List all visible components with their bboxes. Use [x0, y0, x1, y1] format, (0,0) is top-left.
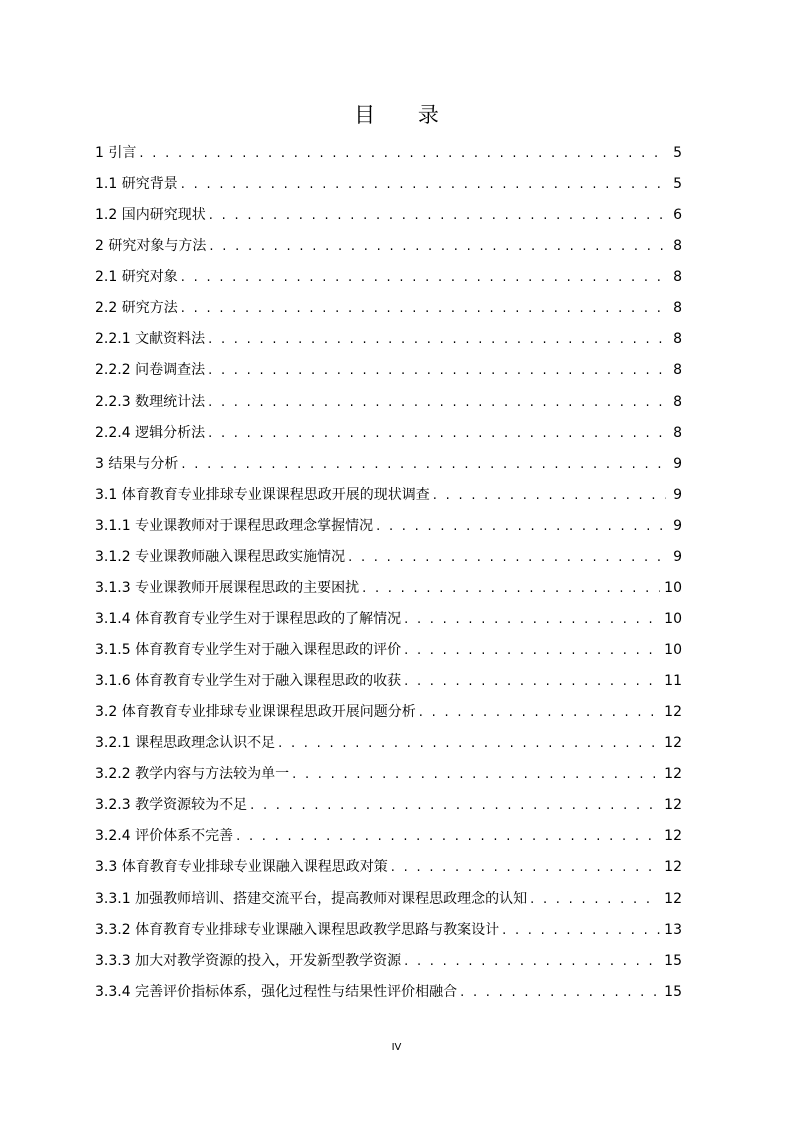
toc-entry[interactable] — [95, 356, 682, 387]
toc-dot-leader — [278, 730, 660, 758]
toc-entry-label: 3.2.2 教学内容与方法较为单一 — [95, 766, 290, 783]
toc-entry-label: 2.1 研究对象 — [95, 269, 178, 286]
toc-entry[interactable] — [95, 916, 682, 947]
toc-entry[interactable] — [95, 574, 682, 605]
toc-entry[interactable] — [95, 450, 682, 481]
toc-entry-label: 3.3.4 完善评价指标体系，强化过程性与结果性评价相融合 — [95, 983, 458, 1000]
toc-dot-leader — [376, 513, 666, 541]
toc-dot-leader — [419, 699, 660, 727]
toc-dot-leader — [404, 668, 660, 696]
toc-entry-label: 1 引言 — [95, 145, 137, 161]
toc-entry-label: 3.3 体育教育专业排球专业课融入课程思政对策 — [95, 859, 388, 876]
toc-entry-page: 15 — [664, 983, 682, 1000]
toc-dot-leader — [433, 482, 666, 510]
toc-entry-page: 12 — [664, 859, 682, 876]
toc-entry[interactable] — [95, 232, 682, 263]
toc-dot-leader — [208, 357, 666, 385]
toc-entry-label: 2.2.4 逻辑分析法 — [95, 424, 206, 441]
toc-entry[interactable] — [95, 170, 682, 201]
toc-entry-label: 3.2.4 评价体系不完善 — [95, 828, 234, 845]
toc-entry-label: 2 研究对象与方法 — [95, 238, 207, 255]
toc-entry-label: 3.1.5 体育教育专业学生对于融入课程思政的评价 — [95, 642, 402, 658]
toc-list — [95, 139, 682, 1009]
toc-entry-page: 13 — [664, 921, 682, 938]
toc-entry-label: 3.1 体育教育专业排球专业课课程思政开展的现状调查 — [95, 486, 430, 503]
toc-entry-page: 8 — [673, 362, 682, 379]
toc-entry[interactable] — [95, 885, 682, 916]
toc-entry-page: 8 — [673, 300, 682, 317]
toc-entry-page: 9 — [673, 486, 682, 503]
toc-entry[interactable] — [95, 139, 682, 170]
toc-entry[interactable] — [95, 978, 682, 1009]
toc-entry-page: 9 — [673, 455, 682, 472]
toc-entry-label: 3.1.1 专业课教师对于课程思政理念掌握情况 — [95, 517, 374, 534]
toc-dot-leader — [404, 637, 660, 665]
toc-dot-leader — [391, 854, 660, 882]
toc-entry[interactable] — [95, 791, 682, 822]
toc-dot-leader — [181, 451, 666, 479]
toc-dot-leader — [208, 389, 666, 417]
toc-entry-page: 10 — [664, 579, 682, 596]
toc-entry-page: 15 — [664, 952, 682, 969]
toc-entry-page: 12 — [664, 735, 682, 752]
toc-entry-label: 1.1 研究背景 — [95, 176, 178, 193]
toc-entry-label: 2.2.1 文献资料法 — [95, 331, 206, 348]
toc-entry-page: 11 — [664, 673, 682, 690]
toc-entry[interactable] — [95, 605, 682, 636]
toc-entry[interactable] — [95, 294, 682, 325]
toc-entry[interactable] — [95, 201, 682, 232]
toc-entry-label: 3.1.3 专业课教师开展课程思政的主要困扰 — [95, 579, 360, 596]
toc-entry[interactable] — [95, 481, 682, 512]
toc-dot-leader — [236, 823, 660, 851]
toc-entry-label: 3.2.3 教学资源较为不足 — [95, 797, 248, 814]
toc-entry[interactable] — [95, 388, 682, 419]
toc-entry-page: 6 — [673, 207, 682, 224]
toc-entry-label: 2.2.2 问卷调查法 — [95, 362, 206, 379]
toc-dot-leader — [502, 917, 660, 945]
toc-entry[interactable] — [95, 636, 682, 667]
toc-dot-leader — [362, 575, 660, 603]
toc-entry-label: 3.1.6 体育教育专业学生对于融入课程思政的收获 — [95, 673, 402, 690]
toc-entry-page: 12 — [664, 828, 682, 845]
toc-entry-page: 10 — [664, 642, 682, 658]
toc-dot-leader — [404, 948, 660, 976]
toc-entry[interactable] — [95, 853, 682, 884]
toc-entry-page: 5 — [673, 145, 682, 161]
toc-entry-page: 8 — [673, 393, 682, 410]
toc-entry-page: 12 — [664, 890, 682, 907]
toc-entry-label: 1.2 国内研究现状 — [95, 207, 206, 224]
toc-dot-leader — [139, 140, 666, 168]
toc-entry-page: 12 — [664, 797, 682, 814]
toc-entry-label: 2.2.3 数理统计法 — [95, 393, 206, 410]
toc-dot-leader — [404, 606, 660, 634]
toc-entry-label: 3.3.2 体育教育专业排球专业课融入课程思政教学思路与教案设计 — [95, 921, 500, 938]
toc-entry-label: 3.2.1 课程思政理念认识不足 — [95, 735, 276, 752]
toc-dot-leader — [460, 979, 660, 1007]
toc-dot-leader — [348, 544, 666, 572]
toc-entry-label: 3.3.1 加强教师培训、搭建交流平台，提高教师对课程思政理念的认知 — [95, 890, 528, 907]
page-number: IV — [391, 1042, 402, 1053]
toc-entry[interactable] — [95, 263, 682, 294]
toc-dot-leader — [209, 202, 666, 230]
toc-dot-leader — [208, 420, 666, 448]
toc-dot-leader — [292, 761, 660, 789]
toc-entry-page: 5 — [673, 176, 682, 193]
toc-dot-leader — [181, 264, 666, 292]
toc-dot-leader — [181, 171, 666, 199]
toc-dot-leader — [250, 792, 660, 820]
toc-entry[interactable] — [95, 543, 682, 574]
toc-dot-leader — [181, 295, 666, 323]
toc-entry[interactable] — [95, 822, 682, 853]
toc-entry-page: 8 — [673, 424, 682, 441]
toc-title: 目 录 — [354, 103, 457, 127]
toc-entry-page: 8 — [673, 238, 682, 255]
toc-dot-leader — [530, 886, 660, 914]
toc-entry[interactable] — [95, 419, 682, 450]
toc-entry[interactable] — [95, 512, 682, 543]
toc-entry-page: 10 — [664, 610, 682, 627]
toc-dot-leader — [208, 326, 666, 354]
toc-entry[interactable] — [95, 947, 682, 978]
toc-entry-label: 3.1.4 体育教育专业学生对于课程思政的了解情况 — [95, 610, 402, 627]
toc-entry-page: 12 — [664, 766, 682, 783]
toc-entry-page: 8 — [673, 331, 682, 348]
toc-entry-label: 3.3.3 加大对教学资源的投入，开发新型教学资源 — [95, 952, 402, 969]
toc-entry-page: 8 — [673, 269, 682, 286]
toc-entry-label: 3 结果与分析 — [95, 455, 179, 472]
toc-entry-label: 2.2 研究方法 — [95, 300, 178, 317]
toc-entry-label: 3.2 体育教育专业排球专业课课程思政开展问题分析 — [95, 704, 416, 721]
toc-entry[interactable] — [95, 729, 682, 760]
toc-entry[interactable] — [95, 698, 682, 729]
toc-entry-page: 12 — [664, 704, 682, 721]
toc-entry[interactable] — [95, 760, 682, 791]
toc-entry[interactable] — [95, 325, 682, 356]
toc-dot-leader — [209, 233, 666, 261]
toc-entry-label: 3.1.2 专业课教师融入课程思政实施情况 — [95, 548, 346, 565]
toc-entry-page: 9 — [673, 548, 682, 565]
toc-entry[interactable] — [95, 667, 682, 698]
toc-entry-page: 9 — [673, 517, 682, 534]
